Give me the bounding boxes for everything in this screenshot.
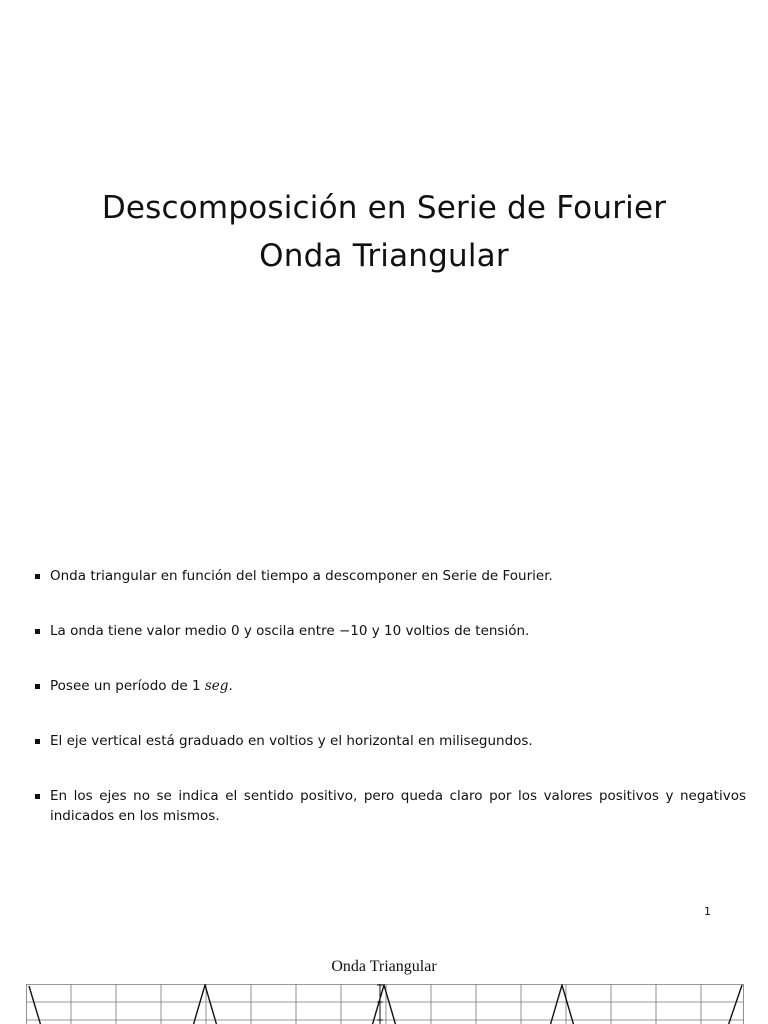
bullet-text-3a: Posee un período de 1 [50,678,205,694]
bullet-list [34,566,746,861]
bullet-marker-icon [35,794,40,799]
bullet-text-5: En los ejes no se indica el sentido positivo, pero queda claro por los valores positivos y negativos indicados en los mismos. [50,788,746,824]
triangular-wave-line [29,985,742,1024]
bullet-item-3 [34,676,746,696]
title-line-2: Onda Triangular [259,238,509,274]
bullet-marker-icon [35,574,40,579]
bullet-item-1 [34,566,746,586]
bullet-text-2a: La onda tiene valor medio 0 y oscila entre [50,623,339,639]
bullet-text-4: El eje vertical está graduado en voltios y el horizontal en milisegundos. [50,733,533,749]
bullet-marker-icon [35,739,40,744]
bullet-item-2 [34,621,746,641]
bullet-text-2b: y 10 voltios de tensión. [367,623,530,639]
bullet-marker-icon [35,629,40,634]
bullet-item-4 [34,731,746,751]
title-line-1: Descomposición en Serie de Fourier [101,190,667,226]
triangular-wave-plot [26,984,744,1024]
bullet-item-5 [34,786,746,826]
bullet-text-3b: . [228,678,233,694]
bullet-text-1: Onda triangular en función del tiempo a descomponer en Serie de Fourier. [50,568,553,584]
bullet-math-2: −10 [338,623,368,639]
bullet-marker-icon [35,684,40,689]
bullet-math-3: seg [204,678,229,694]
figure-title: Onda Triangular [331,958,437,975]
title-block [0,184,768,280]
page-number: 1 [704,905,711,918]
